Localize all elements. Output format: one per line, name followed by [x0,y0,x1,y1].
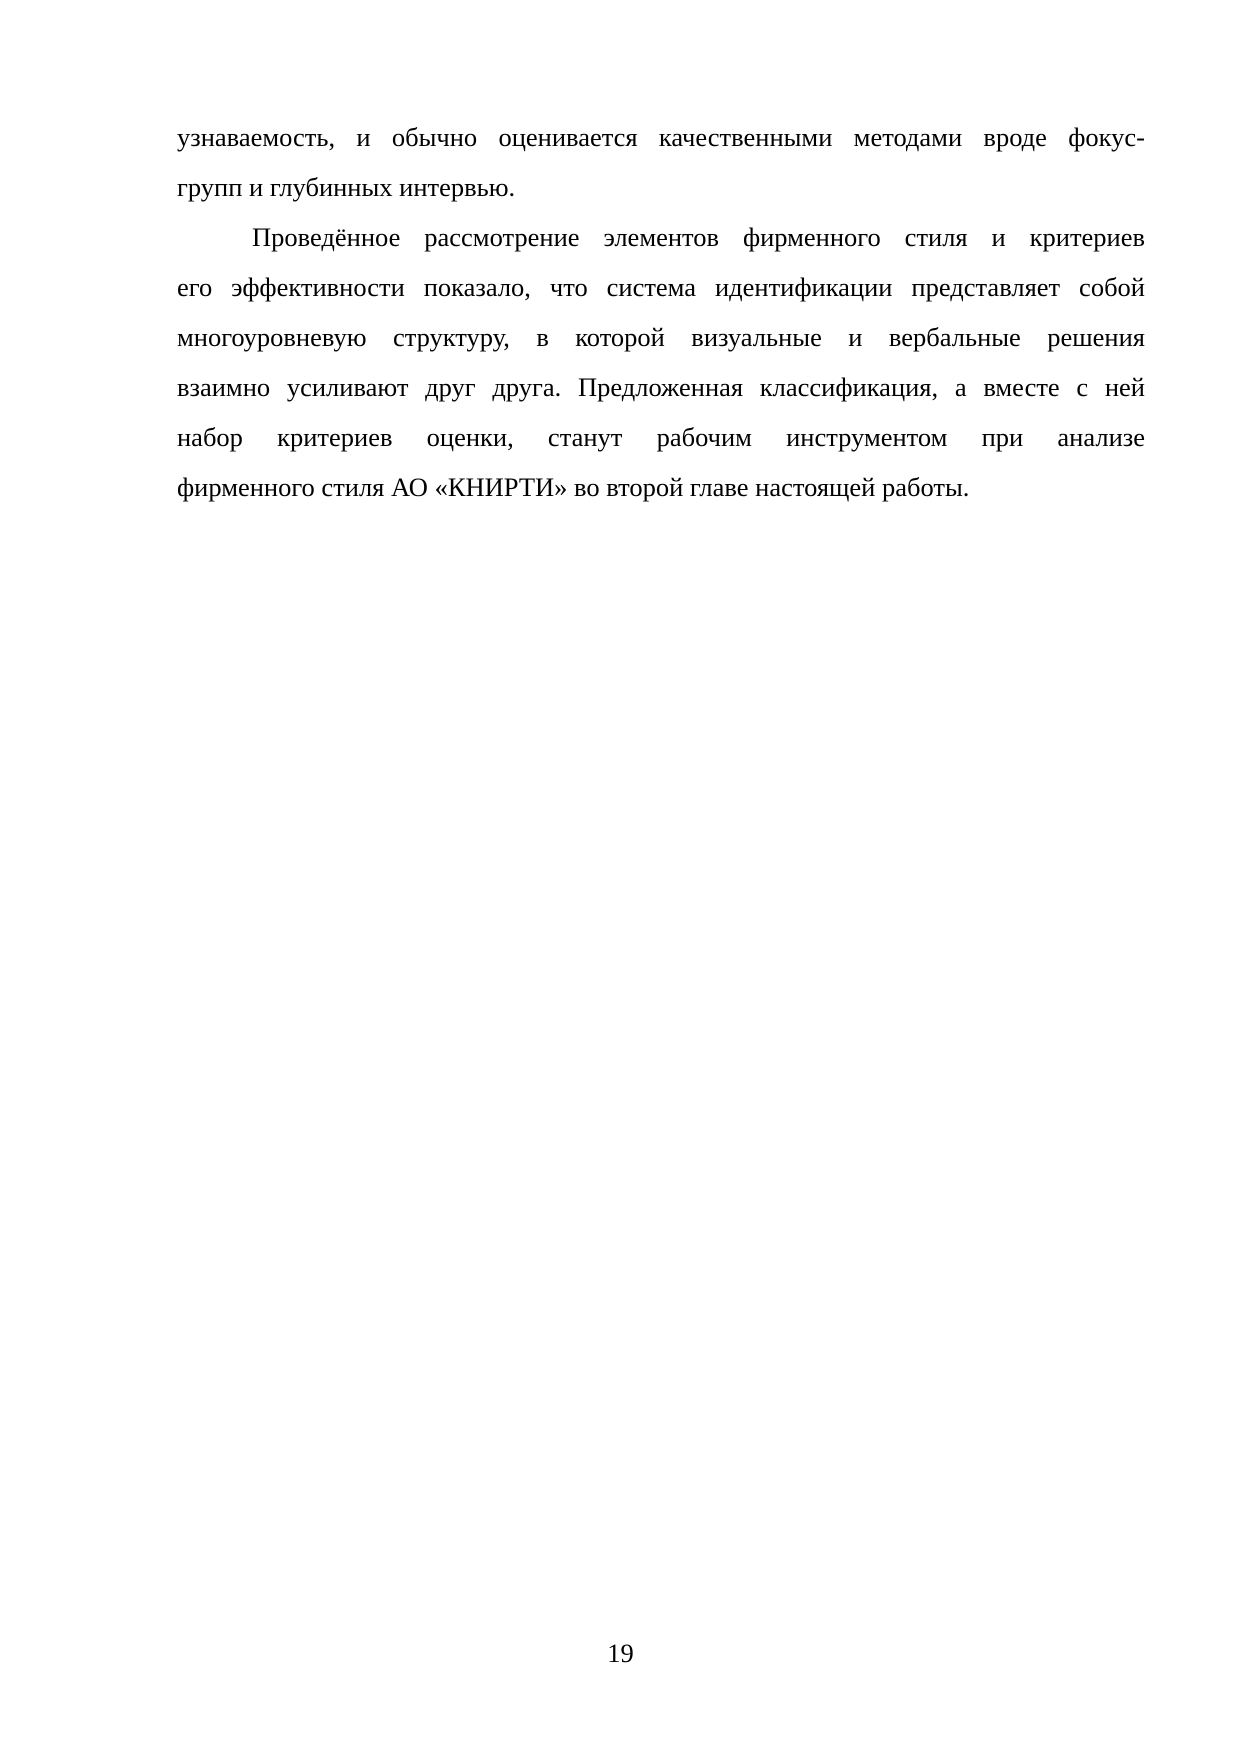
text-line: взаимно усиливают друг друга. Предложенная классификация, а вместе с ней [177,372,1145,402]
text-line: набор критериев оценки, станут рабочим инструментом при анализе [177,422,1145,452]
paragraph-continuation [177,112,1145,212]
paragraph-conclusion [177,212,1145,512]
text-line: фирменного стиля АО «КНИРТИ» во второй главе настоящей работы. [177,472,970,502]
text-line: узнаваемость, и обычно оценивается качественными методами вроде фокус- [177,122,1145,152]
text-line: Проведённое рассмотрение элементов фирменного стиля и критериев [252,222,1145,252]
page-number: 19 [607,1638,634,1668]
text-line: многоуровневую структуру, в которой визуальные и вербальные решения [177,322,1145,352]
text-line: групп и глубинных интервью. [177,172,516,202]
text-line: его эффективности показало, что система идентификации представляет собой [177,272,1145,302]
body-text [177,112,1145,512]
